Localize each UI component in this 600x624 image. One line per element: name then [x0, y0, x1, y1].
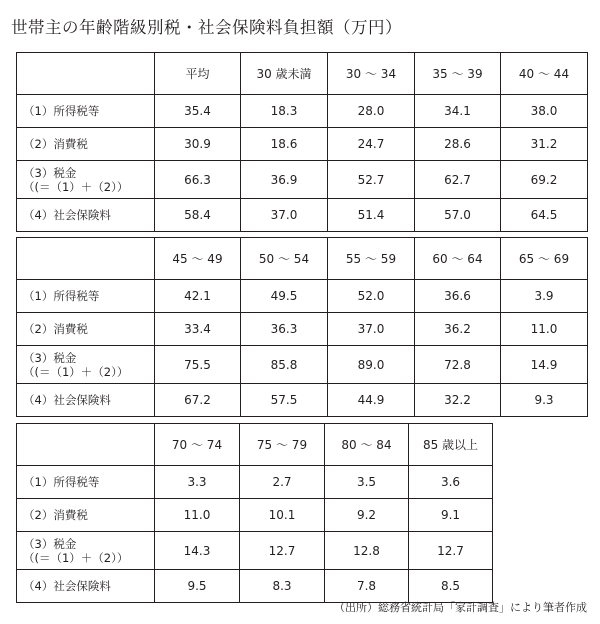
column-header: 40 ～ 44	[501, 53, 588, 95]
cell: 9.1	[409, 499, 493, 532]
cell: 52.0	[328, 280, 415, 313]
cell: 44.9	[328, 384, 415, 417]
cell: 64.5	[501, 199, 588, 232]
row-label-consumption-tax: （2）消費税	[17, 499, 155, 532]
cell: 28.0	[328, 95, 415, 128]
column-header: 75 ～ 79	[240, 424, 325, 466]
column-header: 30 歳未満	[241, 53, 328, 95]
column-header: 35 ～ 39	[415, 53, 501, 95]
tax-table-3	[16, 423, 493, 603]
cell: 85.8	[241, 346, 328, 384]
cell: 30.9	[155, 128, 241, 161]
table-row	[17, 313, 588, 346]
cell: 66.3	[155, 161, 241, 199]
cell: 51.4	[328, 199, 415, 232]
cell: 31.2	[501, 128, 588, 161]
cell: 3.6	[409, 466, 493, 499]
column-header: 70 ～ 74	[155, 424, 240, 466]
row-label-income-tax: （1）所得税等	[17, 95, 155, 128]
column-header: 60 ～ 64	[415, 238, 501, 280]
source-note: （出所）総務省統計局「家計調査」により筆者作成	[334, 601, 587, 614]
cell: 9.3	[501, 384, 588, 417]
cell: 75.5	[155, 346, 241, 384]
cell: 9.2	[325, 499, 409, 532]
header-empty-cell	[17, 424, 155, 466]
cell: 10.1	[240, 499, 325, 532]
cell: 89.0	[328, 346, 415, 384]
row-label-consumption-tax: （2）消費税	[17, 313, 155, 346]
cell: 18.6	[241, 128, 328, 161]
row-label-total-tax	[17, 532, 155, 570]
cell: 67.2	[155, 384, 241, 417]
cell: 7.8	[325, 570, 409, 603]
table-row	[17, 499, 493, 532]
table-row	[17, 161, 588, 199]
cell: 36.3	[241, 313, 328, 346]
cell: 9.5	[155, 570, 240, 603]
table-row	[17, 384, 588, 417]
cell: 38.0	[501, 95, 588, 128]
page-title: 世帯主の年齢階級別税・社会保険料負担額（万円）	[11, 18, 402, 37]
column-header: 55 ～ 59	[328, 238, 415, 280]
column-header: 65 ～ 69	[501, 238, 588, 280]
cell: 2.7	[240, 466, 325, 499]
cell: 37.0	[328, 313, 415, 346]
tax-table-2	[16, 237, 588, 417]
cell: 69.2	[501, 161, 588, 199]
cell: 49.5	[241, 280, 328, 313]
cell: 36.6	[415, 280, 501, 313]
row-label-income-tax: （1）所得税等	[17, 280, 155, 313]
row-label-total-tax-line2: （(＝（1）＋（2））	[23, 550, 129, 565]
table-row	[17, 532, 493, 570]
cell: 62.7	[415, 161, 501, 199]
cell: 58.4	[155, 199, 241, 232]
cell: 14.9	[501, 346, 588, 384]
cell: 3.9	[501, 280, 588, 313]
column-header: 平均	[155, 53, 241, 95]
cell: 52.7	[328, 161, 415, 199]
cell: 36.9	[241, 161, 328, 199]
column-header: 80 ～ 84	[325, 424, 409, 466]
cell: 33.4	[155, 313, 241, 346]
row-label-total-tax-line1: （3）税金	[23, 350, 77, 365]
cell: 42.1	[155, 280, 241, 313]
row-label-total-tax	[17, 161, 155, 199]
cell: 3.5	[325, 466, 409, 499]
table-row	[17, 570, 493, 603]
row-label-social-insurance: （4）社会保険料	[17, 384, 155, 417]
column-header: 85 歳以上	[409, 424, 493, 466]
table-row	[17, 128, 588, 161]
table-row	[17, 95, 588, 128]
cell: 36.2	[415, 313, 501, 346]
cell: 12.7	[240, 532, 325, 570]
tax-table-1	[16, 52, 588, 232]
cell: 35.4	[155, 95, 241, 128]
cell: 18.3	[241, 95, 328, 128]
cell: 32.2	[415, 384, 501, 417]
row-label-total-tax	[17, 346, 155, 384]
row-label-total-tax-line2: （(＝（1）＋（2））	[23, 179, 129, 194]
cell: 8.5	[409, 570, 493, 603]
cell: 72.8	[415, 346, 501, 384]
cell: 34.1	[415, 95, 501, 128]
cell: 12.7	[409, 532, 493, 570]
row-label-consumption-tax: （2）消費税	[17, 128, 155, 161]
cell: 3.3	[155, 466, 240, 499]
column-header: 45 ～ 49	[155, 238, 241, 280]
cell: 12.8	[325, 532, 409, 570]
cell: 57.5	[241, 384, 328, 417]
column-header: 30 ～ 34	[328, 53, 415, 95]
cell: 37.0	[241, 199, 328, 232]
header-empty-cell	[17, 53, 155, 95]
row-label-total-tax-line1: （3）税金	[23, 165, 77, 180]
table-row	[17, 346, 588, 384]
table-row	[17, 280, 588, 313]
row-label-total-tax-line1: （3）税金	[23, 536, 77, 551]
row-label-social-insurance: （4）社会保険料	[17, 570, 155, 603]
header-empty-cell	[17, 238, 155, 280]
table-row	[17, 466, 493, 499]
cell: 11.0	[501, 313, 588, 346]
cell: 8.3	[240, 570, 325, 603]
row-label-income-tax: （1）所得税等	[17, 466, 155, 499]
row-label-social-insurance: （4）社会保険料	[17, 199, 155, 232]
table-row	[17, 199, 588, 232]
cell: 14.3	[155, 532, 240, 570]
column-header: 50 ～ 54	[241, 238, 328, 280]
cell: 24.7	[328, 128, 415, 161]
cell: 57.0	[415, 199, 501, 232]
row-label-total-tax-line2: （(＝（1）＋（2））	[23, 364, 129, 379]
cell: 28.6	[415, 128, 501, 161]
cell: 11.0	[155, 499, 240, 532]
